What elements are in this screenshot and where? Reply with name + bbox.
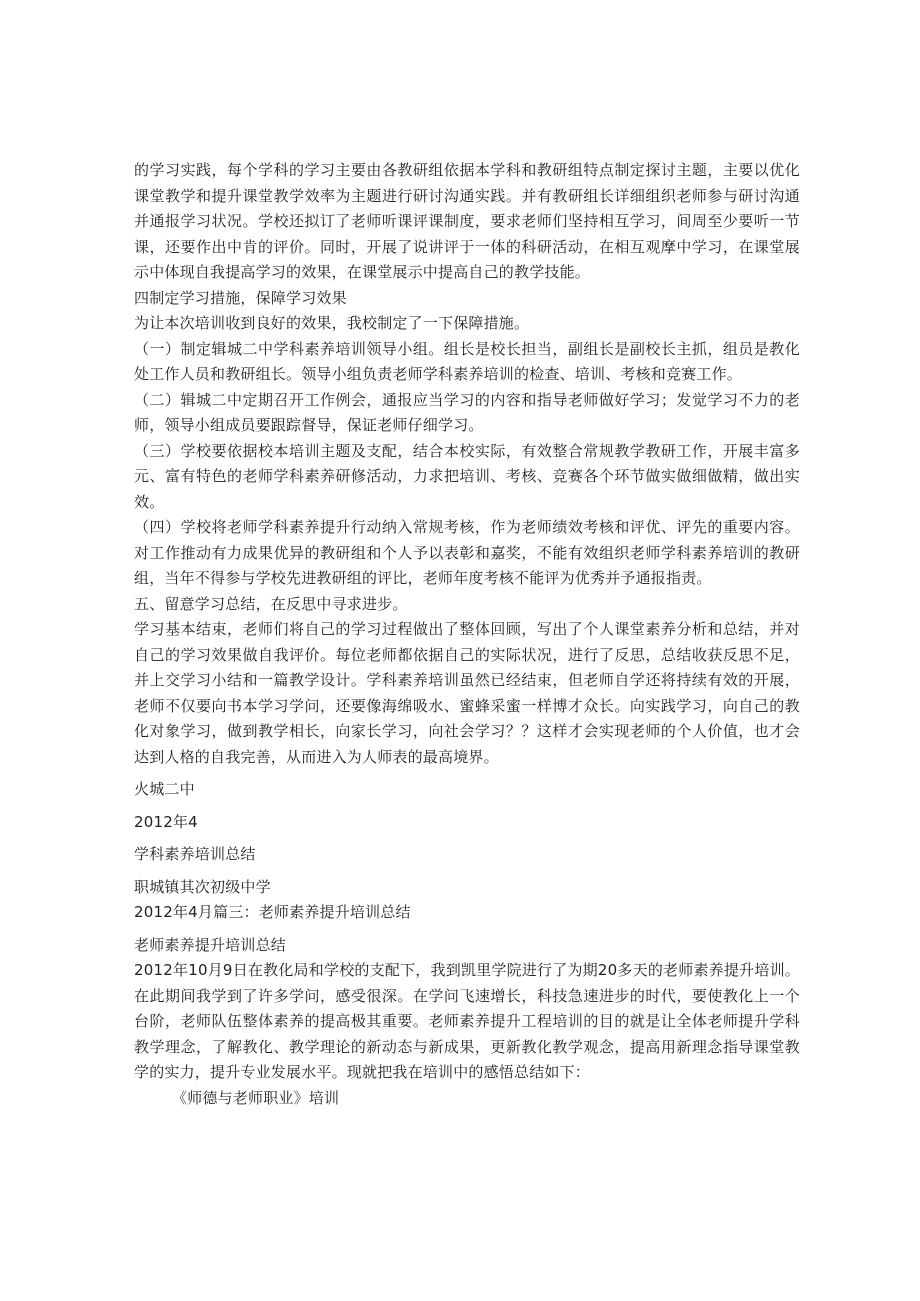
- paragraph-measure-three: （三）学校要依据校本培训主题及支配，结合本校实际，有效整合常规教学教研工作，开展丰富多元、富有特色的老师学科素养研修活动，力求把培训、考核、竞赛各个环节做实做细做精，做出实效。: [134, 441, 800, 511]
- paragraph-measure-four: （四）学校将老师学科素养提升行动纳入常规考核，作为老师绩效考核和评优、评先的重要内容。对工作推动有力成果优异的教研组和个人予以表彰和嘉奖，不能有效组织老师学科素养培训的教研组，当年不得参与学校先进教研组的评比，老师年度考核不能评为优秀并予通报指责。: [134, 518, 800, 587]
- signature-date: 2012年4: [134, 812, 198, 831]
- title-subject-literacy-summary: 学科素养培训总结: [134, 845, 256, 863]
- paragraph-training-intro: 2012年10月9日在教化局和学校的支配下，我到凯里学院进行了为期20多天的老师素养提升培训。在此期间我学到了许多学问，感受很深。在学问飞速增长，科技急速进步的时代，要使教化上一个台阶，老师队伍整体素养的提高极其重要。老师素养提升工程培训的目的就是让全体老师提升学科教学理念，了解教化、教学理论的新动态与新成果，更新教化教学观念，提高用新理念指导课堂教学的实力，提升专业发展水平。现就把我在培训中的感悟总结如下：: [134, 961, 800, 1081]
- paragraph-measure-one: （一）制定辑城二中学科素养培训领导小组。组长是校长担当，副组长是副校长主抓，组员是教化处工作人员和教研组长。领导小组负责老师学科素养培训的检查、培训、考核和竞赛工作。: [134, 339, 800, 383]
- school-name: 职城镇其次初级中学: [134, 877, 271, 896]
- school-signature: 火城二中: [134, 780, 195, 798]
- paragraph-measure-two: （二）辑城二中定期召开工作例会，通报应当学习的内容和指导老师做好学习；发觉学习不力的老师，领导小组成员要跟踪督导，保证老师仔细学习。: [134, 390, 800, 434]
- heading-section-five: 五、留意学习总结，在反思中寻求进步。: [134, 594, 408, 613]
- paragraph-measures-intro: 为让本次培训收到良好的效果，我校制定了一下保障措施。: [134, 314, 530, 332]
- heading-section-four: 四制定学习措施，保障学习效果: [134, 288, 347, 307]
- date-and-part-three: 2012年4月篇三：老师素养提升培训总结: [134, 903, 411, 921]
- paragraph-summary: 学习基本结束，老师们将自己的学习过程做出了整体回顾，写出了个人课堂素养分析和总结，并对自己的学习效果做自我评价。每位老师都依据自己的实际状况，进行了反思，总结收获反思不足，并上交学习小结和一篇教学设计。学科素养培训虽然已经结束，但老师自学还将持续有效的开展，老师不仅要向书本学习学问，还要像海绵吸水、蜜蜂采蜜一样博才众长。向实践学习，向自己的教化对象学习，做到教学相长，向家长学习，向社会学习？？这样才会实现老师的个人价值，也才会达到人格的自我完善，从而进入为人师表的最高境界。: [134, 620, 800, 766]
- subheading-ethics-training: 《师德与老师职业》培训: [172, 1088, 340, 1107]
- title-teacher-training-summary: 老师素养提升培训总结: [134, 935, 287, 954]
- paragraph-study-practice: 的学习实践，每个学科的学习主要由各教研组依据本学科和教研组特点制定探讨主题，主要以优化课堂教学和提升课堂教学效率为主题进行研讨沟通实践。并有教研组长详细组织老师参与研讨沟通并通报学习状况。学校还拟订了老师听课评课制度，要求老师们坚持相互学习，间周至少要听一节课，还要作出中肯的评价。同时，开展了说讲评于一体的科研活动，在相互观摩中学习，在课堂展示中体现自我提高学习的效果，在课堂展示中提高自己的教学技能。: [134, 161, 800, 281]
